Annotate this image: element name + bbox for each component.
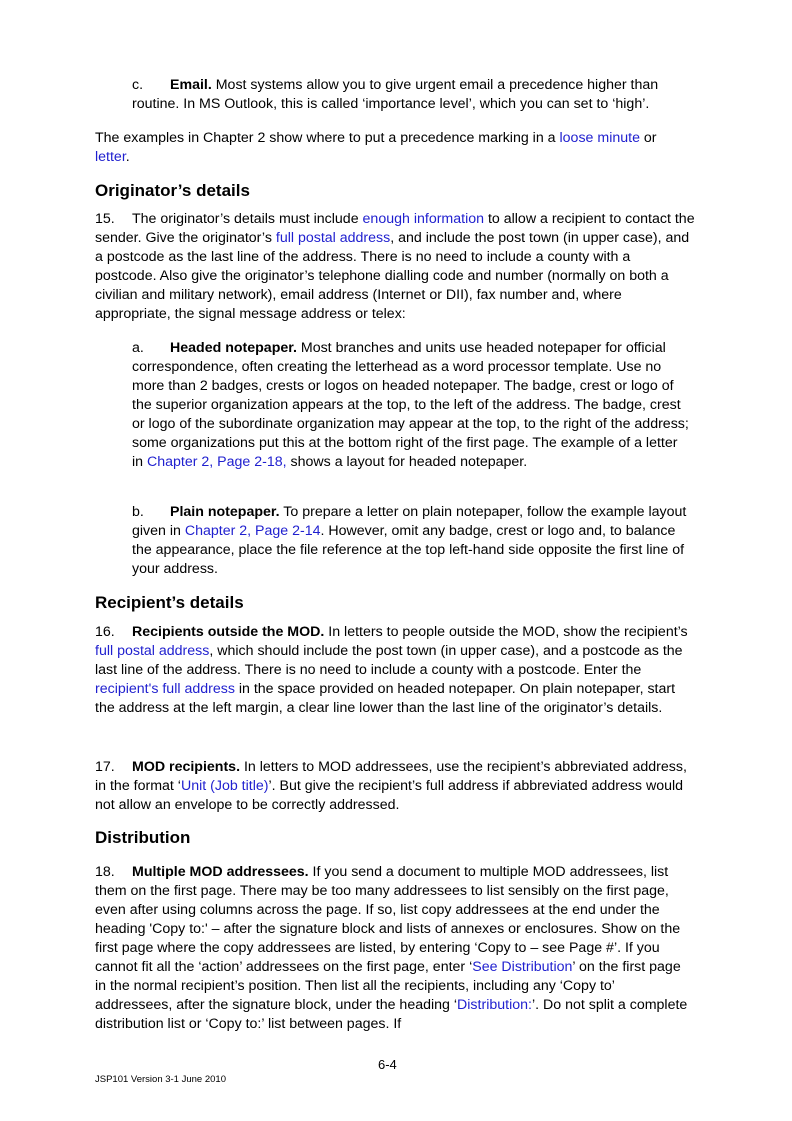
full-postal-address-link[interactable]: full postal address [275, 230, 391, 246]
enough-information-link[interactable]: enough information [362, 211, 485, 227]
distribution-link[interactable]: Distribution: [457, 997, 532, 1013]
loose-minute-link[interactable]: loose minute [559, 130, 640, 146]
letter-link[interactable]: letter [95, 149, 126, 165]
para-heading: MOD recipients. [132, 759, 241, 775]
para-label: b. [132, 504, 144, 520]
heading-distribution: Distribution [95, 828, 191, 847]
para-15a-headed-notepaper: a. Headed notepaper. Most branches and units use headed notepaper for official correspondence, often creating the letterhead as a word processor template. Use no more than 2 badges, crests or logos on headed notepaper. The badge, crest or logo of the superior organization appears at the top, to the left of the address. The badge, crest or logo of the subordinate organization may appear at the top, to the right of the address; some organizations put this at the bottom right of the first page. The example of a letter in Chapter 2, Page 2-18, shows a layout for headed notepaper. [132, 340, 689, 470]
para-18: 18. Multiple MOD addressees. If you send a document to multiple MOD addressees, list them on the first page. There may be too many addressees to list sensibly on the first page, even after using columns across the page. If so, list copy addressees at the end under the heading 'Copy to:' – after the signature block and lists of annexes or enclosures. Show on the first page where the copy addressees are listed, by entering ‘Copy to – see Page #’. If you cannot fit all the ‘action’ addressees on the first page, enter ‘See Distribution’ on the first page in the normal recipient’s position. Then list all the recipients, including any ‘Copy to’ addressees, after the signature block, under the heading ‘Distribution:’. Do not split a complete distribution list or ‘Copy to:’ list between pages. If [95, 864, 688, 1032]
unit-job-title-link[interactable]: Unit (Job title) [180, 778, 269, 794]
para-17: 17. MOD recipients. In letters to MOD addressees, use the recipient’s abbreviated address, in the format ‘Unit (Job title)’. But give the recipient’s full address if abbreviated address would not allow an envelope to be correctly addressed. [95, 759, 687, 813]
para-number: 17. [95, 759, 115, 775]
para-heading: Email. [170, 77, 212, 93]
heading-recipient-details: Recipient’s details [95, 593, 244, 612]
para-heading: Multiple MOD addressees. [132, 864, 309, 880]
para-label: a. [132, 340, 144, 356]
para-label: c. [132, 77, 144, 93]
para-number: 18. [95, 864, 115, 880]
chapter-2-page-2-14-link[interactable]: Chapter 2, Page 2-14 [184, 523, 321, 539]
para-16: 16. Recipients outside the MOD. In letters to people outside the MOD, show the recipient’s full postal address, which should include the post town (in upper case), and a postcode as the last line of the address. There is no need to include a county with a postcode. Enter the recipient's full address in the space provided on headed notepaper. On plain notepaper, start the address at the left margin, a clear line lower than the last line of the originator’s details. [95, 624, 688, 716]
document-footer: JSP101 Version 3-1 June 2010 [95, 1074, 226, 1085]
chapter-2-page-2-18-link[interactable]: Chapter 2, Page 2-18, [146, 454, 287, 470]
para-number: 15. [95, 211, 115, 227]
para-examples: The examples in Chapter 2 show where to put a precedence marking in a loose minute or letter. [95, 130, 657, 165]
para-heading: Headed notepaper. [170, 340, 297, 356]
full-postal-address-link[interactable]: full postal address [95, 643, 210, 659]
para-number: 16. [95, 624, 115, 640]
para-15: 15. The originator’s details must include enough information to allow a recipient to contact the sender. Give the originator’s full postal address, and include the post town (in upper case), and a postcode as the last line of the address. There is no need to include a county with a postcode. Also give the originator’s telephone dialling code and number (normally on both a civilian and military network), email address (Internet or DII), fax number and, where appropriate, the signal message address or telex: [95, 211, 695, 322]
para-c-email: c. Email. Most systems allow you to give urgent email a precedence higher than routine. In MS Outlook, this is called ‘importance level’, which you can set to ‘high’. [132, 77, 659, 112]
recipients-full-address-link[interactable]: recipient's full address [95, 681, 235, 697]
see-distribution-link[interactable]: See Distribution [472, 959, 573, 975]
para-15b-plain-notepaper: b. Plain notepaper. To prepare a letter on plain notepaper, follow the example layout given in Chapter 2, Page 2-14. However, omit any badge, crest or logo and, to balance the appearance, place the file reference at the top left-hand side opposite the first line of your address. [132, 504, 687, 577]
para-heading: Plain notepaper. [170, 504, 280, 520]
para-heading: Recipients outside the MOD. [132, 624, 325, 640]
page-number: 6-4 [378, 1057, 397, 1072]
heading-originator-details: Originator’s details [95, 181, 250, 200]
